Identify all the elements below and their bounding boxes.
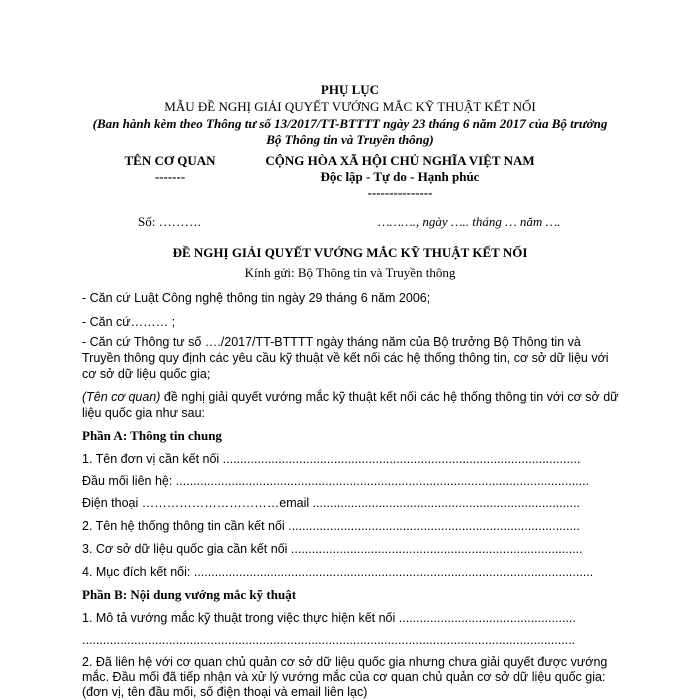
agency-dashes: ------- [154, 169, 186, 184]
request-line1 [82, 390, 619, 405]
field-unit-name: 1. Tên đơn vị cần kết nối ....................................................................................................... [82, 452, 581, 466]
field-contact: Đầu mối liên hệ: ....................................................................................................................... [82, 474, 590, 488]
field-contacted-line1: 2. Đã liên hệ với cơ quan chủ quản cơ sở dữ liệu quốc gia nhưng chưa giải quyết được vướng [82, 655, 608, 669]
greeting: Kính gửi: Bộ Thông tin và Truyền thông [244, 265, 456, 280]
document-date: ………., ngày ….. tháng … năm …. [378, 214, 561, 229]
field-issue-dots: .............................................................................................................................................. [82, 633, 576, 647]
nation-motto: Độc lập - Tự do - Hạnh phúc [320, 169, 480, 184]
part-a-heading: Phần A: Thông tin chung [82, 428, 222, 443]
part-b-heading: Phần B: Nội dung vướng mắc kỹ thuật [82, 587, 297, 602]
basis-item-3-line3: cơ sở dữ liệu quốc gia; [82, 367, 211, 381]
document-title: ĐỀ NGHỊ GIẢI QUYẾT VƯỚNG MẮC KỸ THUẬT KẾT NỐI [172, 245, 528, 260]
appendix-title: PHỤ LỤC [320, 82, 380, 97]
field-contacted-line3: (đơn vị, tên đầu mối, số điện thoại và email liên lạc) [82, 685, 368, 699]
field-contacted-line2: mắc. Đầu mối đã tiếp nhận và xử lý vướng mắc của cơ quan chủ quản cơ sở dữ liệu quốc gia: [82, 670, 606, 684]
request-line2: liệu quốc gia như sau: [82, 406, 206, 420]
issued-note-line2: Bộ Thông tin và Truyền thông) [266, 132, 434, 147]
basis-item-1: - Căn cứ Luật Công nghệ thông tin ngày 29 tháng 6 năm 2006; [82, 291, 431, 305]
agency-name: TÊN CƠ QUAN [124, 153, 216, 168]
basis-item-3-line2: Truyền thông quy định các yêu cầu kỹ thuật về kết nối các hệ thống thông tin, cơ sở dữ liệu với [82, 351, 609, 365]
field-system-name: 2. Tên hệ thống thông tin cần kết nối .................................................................................... [82, 519, 580, 533]
field-phone-email: Điện thoại ……………………………email ............................................................................. [82, 496, 581, 510]
issued-note-line1: (Ban hành kèm theo Thông tư số 13/2017/TT-BTTTT ngày 23 tháng 6 năm 2017 của Bộ trưởng [92, 116, 608, 131]
motto-dashes: --------------- [367, 185, 433, 200]
request-text: đề nghị giải quyết vướng mắc kỹ thuật kết nối các hệ thống thông tin với cơ sở dữ [160, 390, 619, 404]
agency-placeholder: (Tên cơ quan) [82, 390, 161, 404]
document-number: Số: ………. [138, 214, 201, 229]
basis-item-2: - Căn cứ……… ; [82, 315, 176, 329]
basis-item-3-line1: - Căn cứ Thông tư số …./2017/TT-BTTTT ngày tháng năm của Bộ trưởng Bộ Thông tin và [82, 335, 581, 349]
field-issue-description: 1. Mô tả vướng mắc kỹ thuật trong việc thực hiện kết nối ................................................... [82, 611, 576, 625]
field-national-db: 3. Cơ sở dữ liệu quốc gia cần kết nối .................................................................................... [82, 542, 583, 556]
field-purpose: 4. Mục đích kết nối: ................................................................................................................... [82, 565, 594, 579]
appendix-subtitle: MẪU ĐỀ NGHỊ GIẢI QUYẾT VƯỚNG MẮC KỸ THUẬT KẾT NỐI [164, 99, 536, 114]
nation-name: CỘNG HÒA XÃ HỘI CHỦ NGHĨA VIỆT NAM [265, 153, 535, 168]
